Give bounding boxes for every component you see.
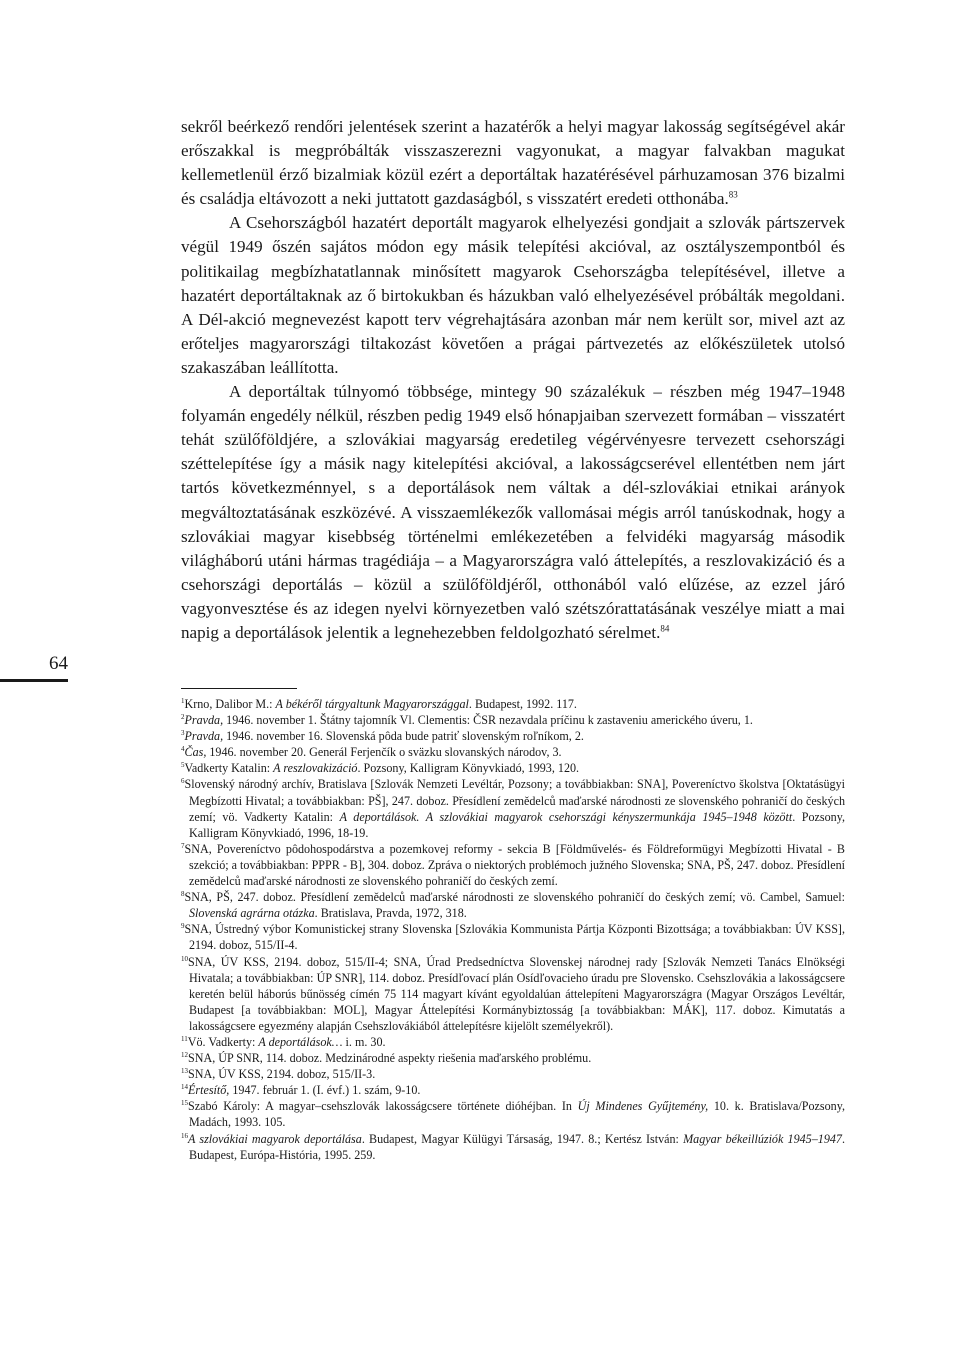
footnote-text: SNA, ÚV KSS, 2194. doboz, 515/II-4; SNA, Úrad Predsedníctva Slovenskej národnej rady [Szlovák Nemzeti Tanács Elnökségi Hivatala; a továbbiakban: ÚP SNR], 114. doboz. Presídľovací plán Osídľovacieho úradu pre Slovensko. Csehszlovákia a lakosságcsere keretén belül háborús bűnösség címén 75 114 magyart kívánt egyoldalúan áttelepíteni Magyarországra (Magyar Országos Levéltár, Budapest [a továbbiakban: MOL], Magyar Áttelepítési Kormánybiztosság [a továbbiakban: MÁK], 117. doboz. Kimutatás a lakosságcsere egyezmény alapján Csehszlovákiából áttelepítésre kijelölt személyekről).	[188, 954, 845, 1033]
footnote-14	[181, 1082, 845, 1098]
footnotes	[181, 696, 845, 1163]
footnote-separator	[181, 688, 297, 689]
page-number-rule	[0, 679, 68, 682]
footnote-number: 10	[181, 954, 188, 963]
footnote-text: Magyar békeillúziók 1945–1947	[683, 1131, 842, 1146]
footnote-number: 6	[181, 777, 185, 786]
footnote-number: 9	[181, 922, 185, 931]
footnote-15	[181, 1098, 845, 1130]
footnote-text: SNA, PŠ, 247. doboz. Přesídlení zemědelců maďarské národnosti ze slovenského pohraničí do českých zemí; vö. Cambel, Samuel:	[184, 890, 845, 905]
footnote-text: 1946. november 1. Štátny tajomník Vl. Clementis: ČSR nezavdala príčinu k zastaveniu amerického úveru, 1.	[223, 713, 753, 728]
footnote-13	[181, 1066, 845, 1082]
footnote-text: 1946. november 16. Slovenská pôda bude patriť slovenským roľníkom, 2.	[223, 729, 584, 744]
footnote-text: . Bratislava, Pravda, 1972, 318.	[314, 906, 467, 921]
footnote-number: 2	[181, 713, 185, 722]
footnote-text: SNA, ÚP SNR, 114. doboz. Medzinárodné aspekty riešenia maďarského problému.	[188, 1051, 592, 1066]
footnote-text: . Pozsony, Kalligram Könyvkiadó, 1993, 120.	[357, 761, 580, 776]
footnote-number: 7	[181, 841, 185, 850]
footnote-text: SNA, Ústredný výbor Komunistickej strany Slovenska [Szlovákia Kommunista Pártja Központi Bizottsága; a továbbiakban: ÚV KSS], 2194. doboz, 515/II-4.	[184, 922, 845, 953]
footnote-text: SNA, ÚV KSS, 2194. doboz, 515/II-3.	[188, 1067, 376, 1082]
footnote-text: A békéről tárgyaltunk Magyarországgal	[275, 697, 469, 711]
footnote-text: i. m. 30.	[342, 1034, 386, 1049]
footnote-text: Értesítő,	[188, 1083, 230, 1098]
footnote-10	[181, 954, 845, 1034]
footnote-12	[181, 1050, 845, 1066]
paragraph-3-text: A deportáltak túlnyomó többsége, mintegy 90 százalékuk – részben még 1947–1948 folyamán engedély nélkül, részben pedig 1949 első hónapjaiban szervezett formában – visszatért tehát szülőföldjére, a szlovákiai magyarság eredetileg végérvényesre tervezett csehországi széttelepítése így a másik nagy kitelepítési akcióval, a lakosságcserével ellentétben nem járt tartós következménnyel, s a deportálások nem váltak a dél-szlovákiai etnikai arányok megváltoztatásának eszközévé. A visszaemlékezők vallomásai mégis arról tanúskodnak, hogy a szlovákiai magyar kisebbség történelmi emlékezetében a felvidéki magyarság második világháború utáni hármas tragédiája – a Magyarországra való áttelepítés, a reszlovakizáció és a csehországi deportálás – közül a szülőföldjéről, otthonából való elűzése, az ezzel járó vagyonvesztése és az idegen nyelvi környezetben való szétszórattatásának veszélye miatt a mai napig a deportálások jelentik a legnehezebben feldolgozható sérelmet.	[181, 382, 845, 642]
footnote-4	[181, 744, 845, 760]
endnote-ref-84: 84	[660, 623, 670, 634]
footnote-text: . Budapest, Európa-História, 1995. 259.	[189, 1131, 845, 1162]
footnote-number: 3	[181, 729, 185, 738]
footnote-8	[181, 889, 845, 921]
footnote-text: Slovenský národný archív, Bratislava [Szlovák Nemzeti Levéltár, Pozsony; a továbbiakban: SNA], Povereníctvo školstva [Oktatásügyi Megbízotti Hivatal; a továbbiakban: PŠ], 247. doboz. Přesídlení zemědelců maďarské národnosti ze slovenského pohraničí do českých zemí; vö. Vadkerty Katalin:	[184, 777, 845, 824]
footnote-text: 1947. február 1. (I. évf.) 1. szám, 9-10.	[229, 1083, 421, 1098]
footnote-text: A deportálások. A szlovákiai magyarok csehországi kényszermunkája 1945–1948 között	[339, 809, 793, 824]
footnote-text: Pravda,	[184, 729, 224, 744]
footnote-text: Pravda,	[184, 713, 224, 728]
footnote-number: 4	[181, 745, 185, 754]
footnote-text: Čas,	[184, 745, 207, 760]
footnote-text: . Budapest, 1992. 117.	[468, 697, 577, 711]
footnote-11	[181, 1034, 845, 1050]
footnote-9	[181, 921, 845, 953]
footnote-text: Slovenská agrárna otázka	[189, 906, 315, 921]
endnote-ref-83: 83	[728, 189, 738, 200]
footnote-text: A szlovákiai magyarok deportálása	[188, 1131, 362, 1146]
footnote-text: Krno, Dalibor M.:	[184, 697, 276, 711]
paragraph-1	[181, 115, 845, 211]
footnote-number: 8	[181, 890, 185, 899]
footnote-text: Új Mindenes Gyűjtemény,	[577, 1099, 709, 1114]
footnote-1	[181, 696, 845, 712]
footnote-2	[181, 712, 845, 728]
footnote-7	[181, 841, 845, 889]
footnote-text: 1946. november 20. Generál Ferjenčík o sväzku slovanských národov, 3.	[206, 745, 562, 760]
footnote-3	[181, 728, 845, 744]
paragraph-2	[181, 211, 845, 380]
footnote-text: Vö. Vadkerty:	[187, 1034, 259, 1049]
footnote-5	[181, 760, 845, 776]
footnote-number: 11	[181, 1034, 188, 1043]
page-number: 64	[49, 653, 68, 674]
footnote-number: 16	[181, 1131, 188, 1140]
paragraph-1-text: sekről beérkező rendőri jelentések szerint a hazatérők a helyi magyar lakosság segítségével akár erőszakkal is megpróbálták visszaszerezni vagyonukat, a magyar falvakban magukat kellemetlenül érző bizalmiak közül ezért a deportáltak hazatérésével párhuzamosan 376 bizalmi és családja eltávozott a neki juttatott gazdaságból, s visszatért eredeti otthonába.	[181, 117, 845, 209]
footnote-number: 14	[181, 1083, 188, 1092]
footnote-number: 1	[181, 696, 185, 705]
footnote-text: . Pozsony, Kalligram Könyvkiadó, 1996, 18-19.	[189, 809, 845, 840]
footnote-number: 15	[181, 1099, 188, 1108]
footnote-text: SNA, Povereníctvo pôdohospodárstva a pozemkovej reformy - sekcia B [Földművelés- és Földreformügyi Megbízotti Hivatal - B szekció; a továbbiakban: PPPR - B], 304. doboz. Zpráva o niektorých problémoch južného Slovenska; SNA, PŠ, 247. doboz. Přesídlení zemědelců maďarské národnosti ze slovenského pohraničí do českých zemí.	[184, 841, 845, 889]
footnote-6	[181, 776, 845, 840]
footnote-text: Szabó Károly: A magyar–csehszlovák lakosságcsere története dióhéjban. In	[188, 1099, 578, 1114]
main-text	[181, 115, 845, 645]
footnote-number: 5	[181, 761, 185, 770]
paragraph-2-text: A Csehországból hazatért deportált magyarok elhelyezési gondjait a szlovák pártszervek végül 1949 őszén sajátos módon egy másik telepítési akcióval, az osztályszempontból és politikailag megbízhatatlannak minősített magyarok Csehországba telepítésével, illetve a hazatért deportáltaknak az ő birtokukban és házukban való elhelyezésével próbálták megoldani. A Dél-akció megnevezést kapott terv végrehajtására azonban már nem került sor, mivel azt az erőteljes magyarországi tiltakozást követően a prágai pártvezetés az előkészületek utolsó szakaszában leállította.	[181, 213, 845, 377]
footnote-text: A reszlovakizáció	[273, 761, 358, 776]
footnote-number: 13	[181, 1067, 188, 1076]
footnote-text: Vadkerty Katalin:	[184, 761, 274, 776]
footnote-text: . Budapest, Magyar Külügyi Társaság, 1947. 8.; Kertész István:	[361, 1131, 684, 1146]
footnote-text: A deportálások…	[258, 1034, 343, 1049]
paragraph-3	[181, 380, 845, 645]
footnote-text: 10. k. Bratislava/Pozsony, Madách, 1993. 105.	[189, 1099, 846, 1130]
footnote-16	[181, 1131, 845, 1163]
footnote-number: 12	[181, 1051, 188, 1060]
